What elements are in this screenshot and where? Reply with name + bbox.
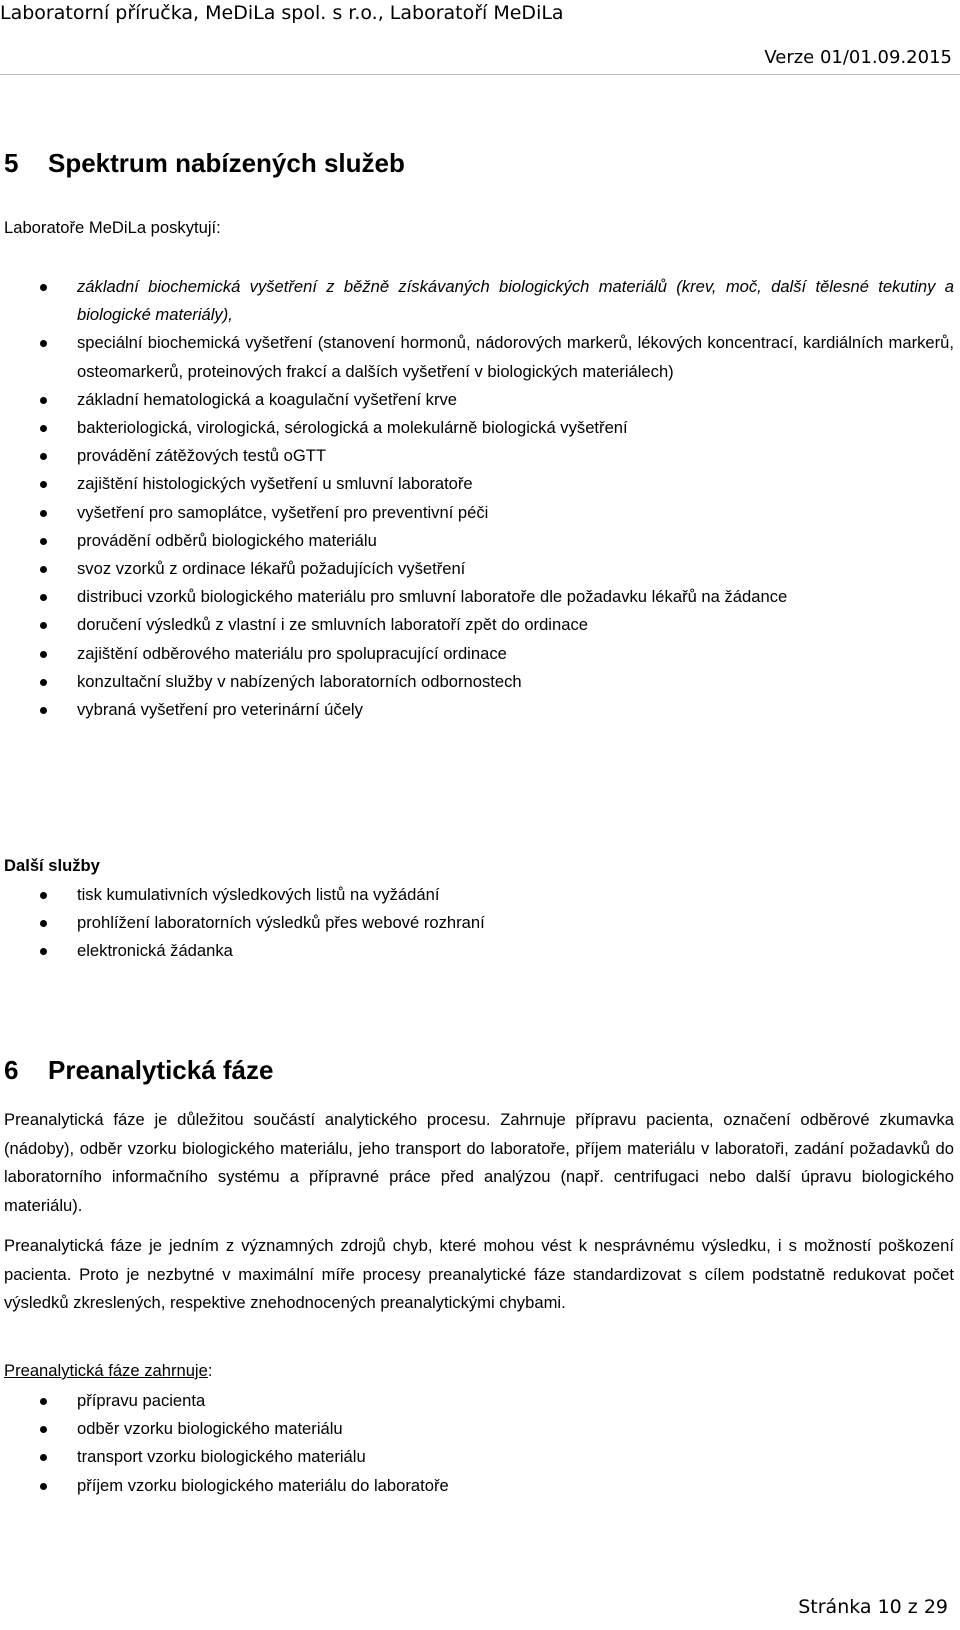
bullet-icon bbox=[40, 538, 47, 545]
other-services-heading: Další služby bbox=[4, 856, 100, 875]
list-item: speciální biochemická vyšetření (stanovení hormonů, nádorových markerů, lékových koncentrací, kardiálních markerů, osteomarkerů, proteinových frakcí a dalších vyšetření v biologických materiálech) bbox=[4, 329, 954, 385]
bullet-icon bbox=[40, 1426, 47, 1433]
list-item: zajištění odběrového materiálu pro spolupracující ordinace bbox=[4, 640, 954, 668]
list-item: příjem vzorku biologického materiálu do laboratoře bbox=[4, 1472, 954, 1500]
list-item: konzultační služby v nabízených laboratorních odbornostech bbox=[4, 668, 954, 696]
services-list bbox=[4, 273, 954, 724]
section-5-number: 5 bbox=[4, 148, 19, 178]
list-item: prohlížení laboratorních výsledků přes webové rozhraní bbox=[4, 909, 954, 937]
list-item: bakteriologická, virologická, sérologická a molekulárně biologická vyšetření bbox=[4, 414, 954, 442]
bullet-icon bbox=[40, 1483, 47, 1490]
bullet-icon bbox=[40, 510, 47, 517]
bullet-icon bbox=[40, 453, 47, 460]
list-item: transport vzorku biologického materiálu bbox=[4, 1443, 954, 1471]
bullet-icon bbox=[40, 284, 47, 291]
list-item: základní hematologická a koagulační vyšetření krve bbox=[4, 386, 954, 414]
includes-label: Preanalytická fáze zahrnuje bbox=[4, 1361, 208, 1380]
bullet-icon bbox=[40, 1398, 47, 1405]
bullet-icon bbox=[40, 948, 47, 955]
list-item: provádění zátěžových testů oGTT bbox=[4, 442, 954, 470]
bullet-icon bbox=[40, 679, 47, 686]
bullet-icon bbox=[40, 566, 47, 573]
list-item: vyšetření pro samoplátce, vyšetření pro preventivní péči bbox=[4, 499, 954, 527]
section-5-heading bbox=[4, 146, 405, 180]
list-item: základní biochemická vyšetření z běžně získávaných biologických materiálů (krev, moč, další tělesné tekutiny a biologické materiály), bbox=[4, 273, 954, 329]
bullet-icon bbox=[40, 340, 47, 347]
bullet-icon bbox=[40, 707, 47, 714]
bullet-icon bbox=[40, 651, 47, 658]
header-title: Laboratorní příručka, MeDiLa spol. s r.o., Laboratoří MeDiLa bbox=[0, 2, 564, 24]
list-item: přípravu pacienta bbox=[4, 1387, 954, 1415]
bullet-icon bbox=[40, 481, 47, 488]
section-5-title: Spektrum nabízených služeb bbox=[48, 148, 405, 178]
bullet-icon bbox=[40, 1454, 47, 1461]
includes-heading bbox=[4, 1357, 954, 1386]
preanalytic-includes-list bbox=[4, 1387, 954, 1500]
list-item: tisk kumulativních výsledkových listů na vyžádání bbox=[4, 881, 954, 909]
bullet-icon bbox=[40, 622, 47, 629]
bullet-icon bbox=[40, 594, 47, 601]
list-item: svoz vzorků z ordinace lékařů požadujících vyšetření bbox=[4, 555, 954, 583]
list-item: vybraná vyšetření pro veterinární účely bbox=[4, 696, 954, 724]
section-5-intro: Laboratoře MeDiLa poskytují: bbox=[4, 218, 221, 237]
list-item: distribuci vzorků biologického materiálu pro smluvní laboratoře dle požadavku lékařů na žádance bbox=[4, 583, 954, 611]
header-divider bbox=[0, 74, 960, 75]
section-6-paragraph-2: Preanalytická fáze je jedním z významných zdrojů chyb, které mohou vést k nesprávnému výsledku, i s možností poškození pacienta. Proto je nezbytné v maximální míře procesy preanalytické fáze standardizovat s cílem podstatně redukovat počet výsledků zkreslených, respektive znehodnocených preanalytickými chybami. bbox=[4, 1236, 954, 1312]
list-item: odběr vzorku biologického materiálu bbox=[4, 1415, 954, 1443]
section-6-paragraph-1: Preanalytická fáze je důležitou součástí analytického procesu. Zahrnuje přípravu pacienta, označení odběrové zkumavka (nádoby), odběr vzorku biologického materiálu, jeho transport do laboratoře, příjem materiálu v laboratoři, zadání požadavků do laboratorního informačního systému a přípravné práce před analýzou (např. centrifugaci nebo další úpravu biologického materiálu). bbox=[4, 1110, 954, 1215]
includes-colon: : bbox=[207, 1361, 213, 1380]
header-version: Verze 01/01.09.2015 bbox=[764, 47, 952, 68]
section-6-title: Preanalytická fáze bbox=[48, 1055, 274, 1085]
bullet-icon bbox=[40, 920, 47, 927]
page-number: Stránka 10 z 29 bbox=[798, 1596, 948, 1618]
list-item: elektronická žádanka bbox=[4, 937, 954, 965]
list-item: provádění odběrů biologického materiálu bbox=[4, 527, 954, 555]
bullet-icon bbox=[40, 425, 47, 432]
list-item: doručení výsledků z vlastní i ze smluvních laboratoří zpět do ordinace bbox=[4, 611, 954, 639]
list-item: zajištění histologických vyšetření u smluvní laboratoře bbox=[4, 470, 954, 498]
other-services-list bbox=[4, 881, 954, 966]
bullet-icon bbox=[40, 397, 47, 404]
section-6-heading bbox=[4, 1053, 273, 1087]
section-6-number: 6 bbox=[4, 1055, 19, 1085]
bullet-icon bbox=[40, 892, 47, 899]
